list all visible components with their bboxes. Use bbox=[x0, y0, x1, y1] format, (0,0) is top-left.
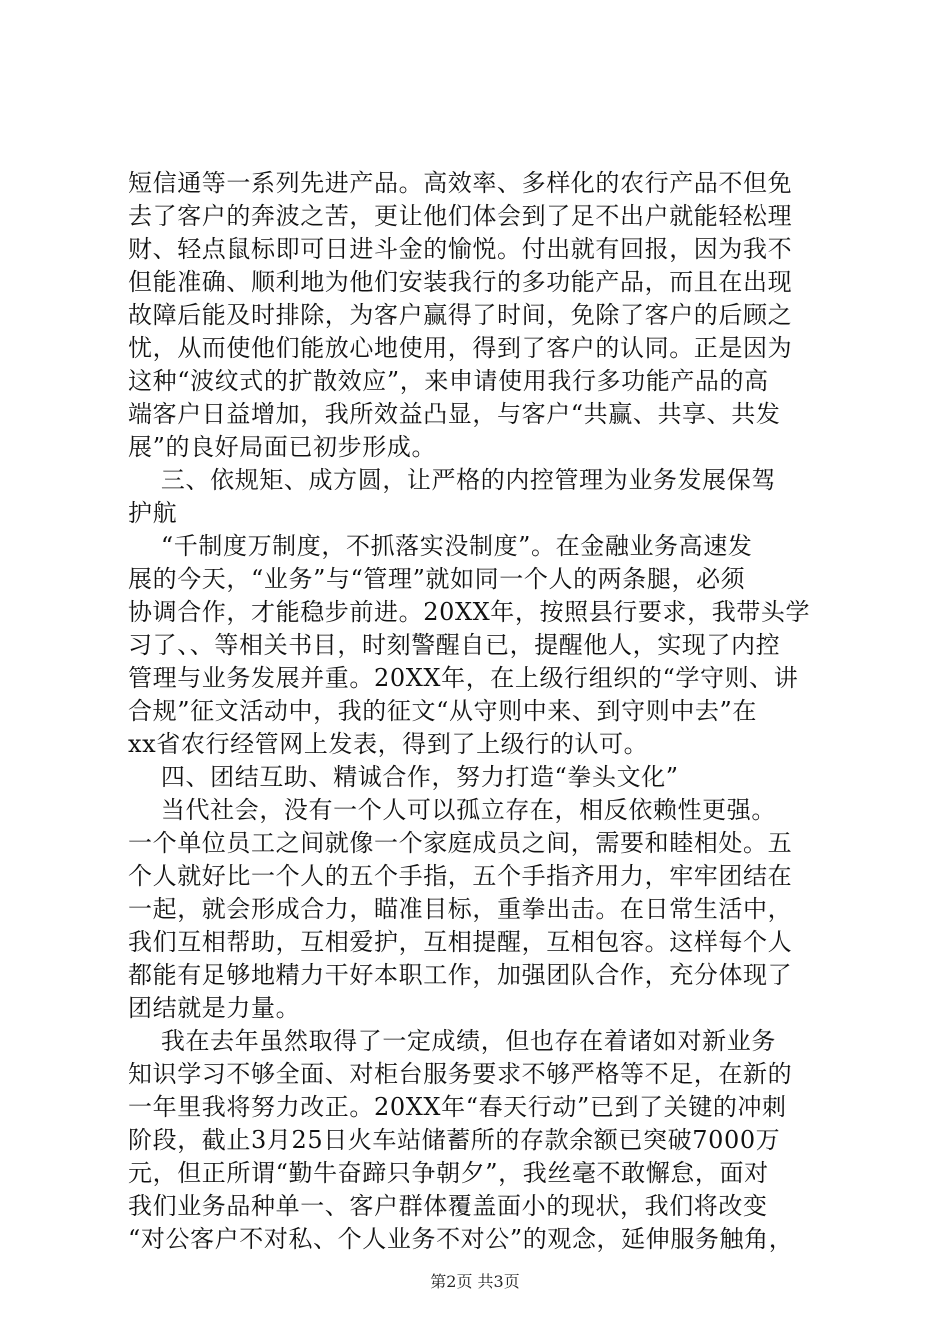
text-line: 三、依规矩、成方圆，让严格的内控管理为业务发展保驾 bbox=[128, 466, 776, 494]
text-line: 协调合作，才能稳步前进。20XX年，按照县行要求，我带头学 bbox=[128, 598, 811, 626]
text-line: 知识学习不够全面、对柜台服务要求不够严格等不足，在新的 bbox=[128, 1060, 793, 1088]
text-line: 展的今天，“业务”与“管理”就如同一个人的两条腿，必须 bbox=[128, 565, 746, 593]
page-footer: 第2页 共3页 bbox=[430, 1272, 520, 1291]
text-line: 我们互相帮助，互相爱护，互相提醒，互相包容。这样每个人 bbox=[128, 928, 793, 956]
text-line: 我在去年虽然取得了一定成绩，但也存在着诸如对新业务 bbox=[128, 1027, 776, 1055]
text-line: 元，但正所谓“勤牛奋蹄只争朝夕”，我丝毫不敢懈怠，面对 bbox=[128, 1159, 769, 1187]
text-line: 都能有足够地精力干好本职工作，加强团队合作，充分体现了 bbox=[128, 961, 793, 989]
text-line: 展”的良好局面已初步形成。 bbox=[128, 433, 437, 461]
text-line: 四、团结互助、精诚合作，努力打造“拳头文化” bbox=[128, 763, 679, 791]
text-line: “对公客户不对私、个人业务不对公”的观念，延伸服务触角， bbox=[128, 1225, 794, 1253]
text-line: 一个单位员工之间就像一个家庭成员之间，需要和睦相处。五 bbox=[128, 829, 793, 857]
text-line: 阶段，截止3月25日火车站储蓄所的存款余额已突破7000万 bbox=[128, 1126, 781, 1154]
text-line: 管理与业务发展并重。20XX年，在上级行组织的“学守则、讲 bbox=[128, 664, 799, 692]
text-line: 合规”征文活动中，我的征文“从守则中来、到守则中去”在 bbox=[128, 697, 758, 725]
text-line: 一年里我将努力改正。20XX年“春天行动”已到了关键的冲刺 bbox=[128, 1093, 787, 1121]
text-line: 忧，从而使他们能放心地使用，得到了客户的认同。正是因为 bbox=[128, 334, 793, 362]
text-line: 故障后能及时排除，为客户赢得了时间，免除了客户的后顾之 bbox=[128, 301, 793, 329]
text-line: 这种“波纹式的扩散效应”，来申请使用我行多功能产品的高 bbox=[128, 367, 769, 395]
text-line: 但能准确、顺利地为他们安装我行的多功能产品，而且在出现 bbox=[128, 268, 793, 296]
text-line: xx省农行经管网上发表，得到了上级行的认可。 bbox=[128, 730, 649, 758]
text-line: 我们业务品种单一、客户群体覆盖面小的现状，我们将改变 bbox=[128, 1192, 768, 1220]
text-line: 端客户日益增加，我所效益凸显，与客户“共赢、共享、共发 bbox=[128, 400, 781, 428]
text-line: 团结就是力量。 bbox=[128, 994, 301, 1022]
text-line: 去了客户的奔波之苦，更让他们体会到了足不出户就能轻松理 bbox=[128, 202, 793, 230]
text-line: 习了、、等相关书目，时刻警醒自已，提醒他人，实现了内控 bbox=[128, 631, 781, 659]
text-line: 短信通等一系列先进产品。高效率、多样化的农行产品不但免 bbox=[128, 169, 793, 197]
text-line: 当代社会，没有一个人可以孤立存在，相反依赖性更强。 bbox=[128, 796, 776, 824]
text-line: “千制度万制度，不抓落实没制度”。在金融业务高速发 bbox=[128, 532, 753, 560]
text-line: 一起，就会形成合力，瞄准目标，重拳出击。在日常生活中， bbox=[128, 895, 793, 923]
text-line: 护航 bbox=[128, 499, 178, 527]
text-line: 财、轻点鼠标即可日进斗金的愉悦。付出就有回报，因为我不 bbox=[128, 235, 793, 263]
text-line: 个人就好比一个人的五个手指，五个手指齐用力，牢牢团结在 bbox=[128, 862, 793, 890]
